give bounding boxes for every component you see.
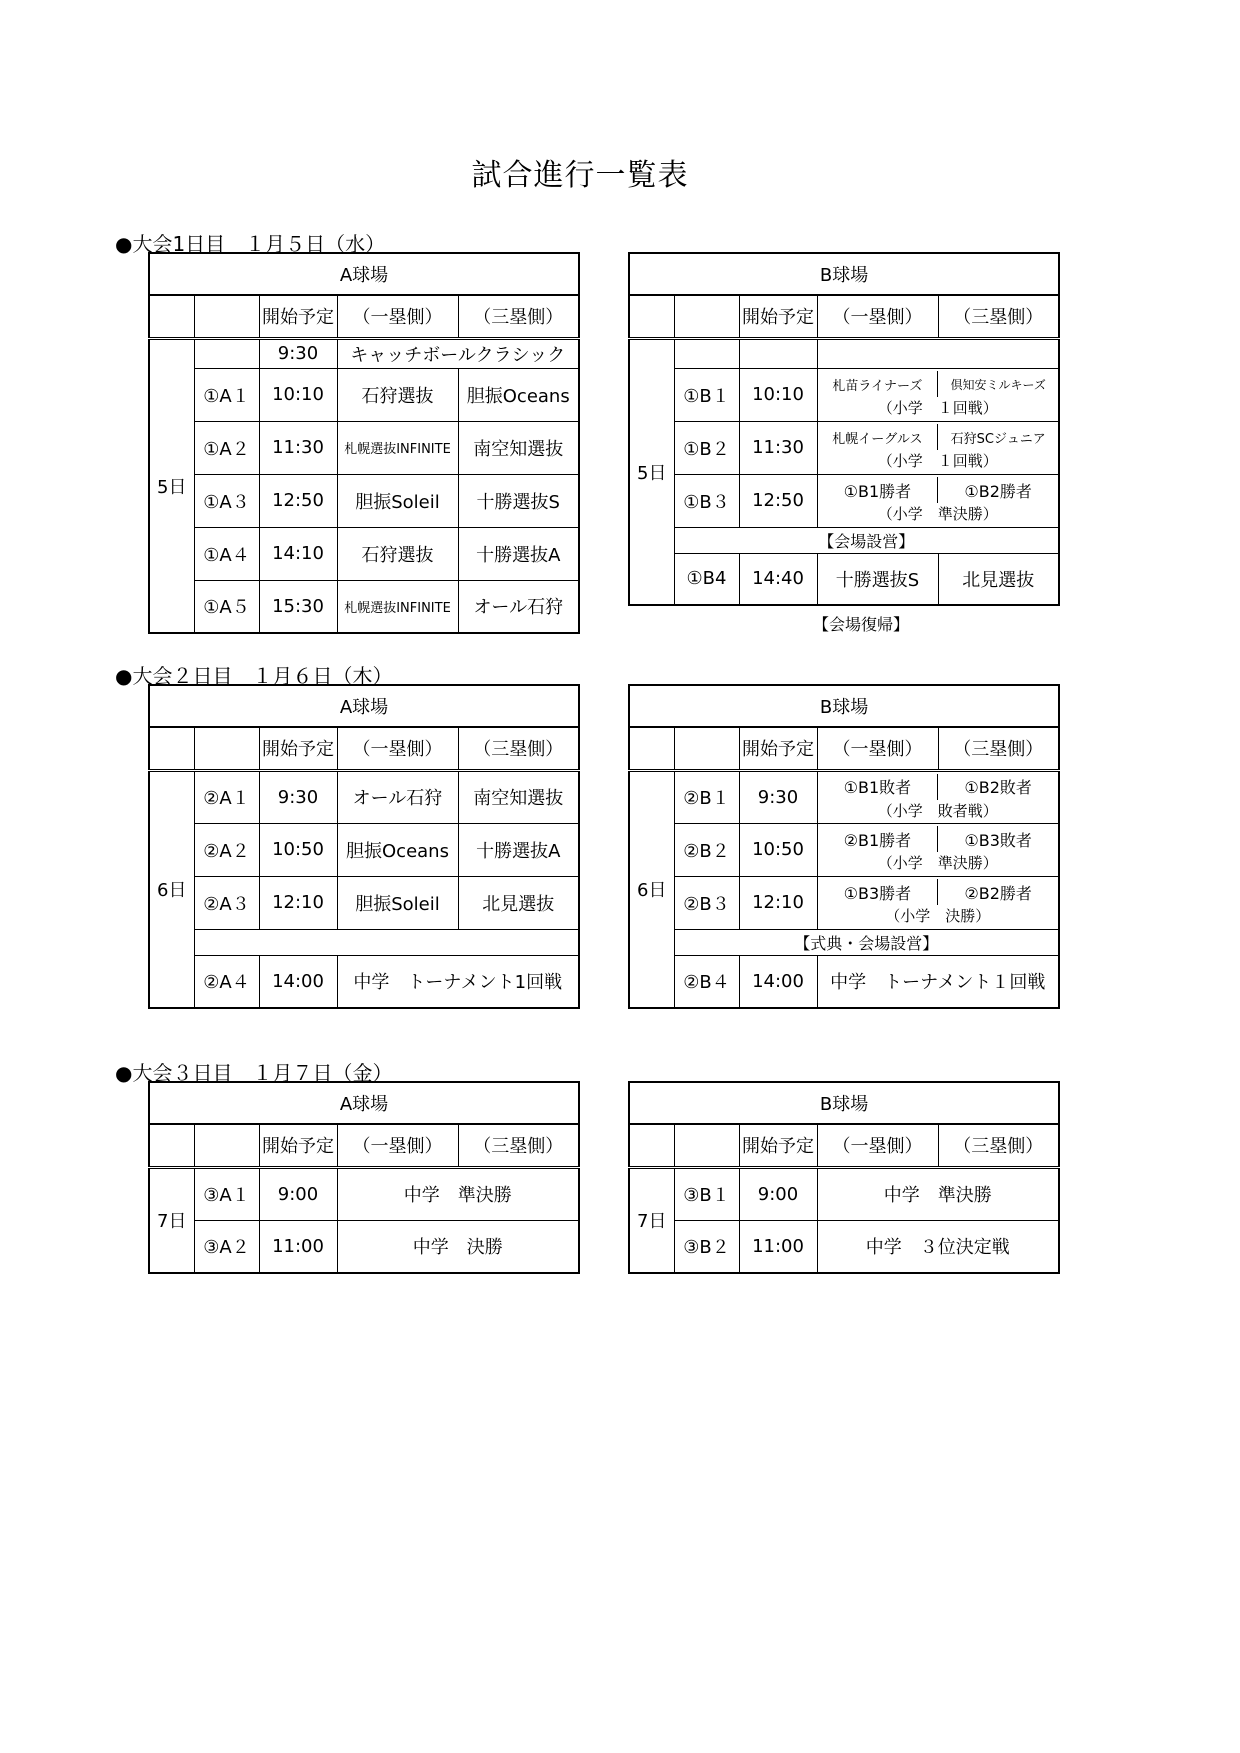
event-cell: 中学 トーナメント1回戦 (337, 955, 579, 1008)
third-base-header: （三塁側） (458, 1124, 579, 1167)
day2-heading: ●大会２日目 １月６日（木） (115, 664, 393, 688)
event-cell: 中学 準決勝 (337, 1167, 579, 1220)
table-row: ①A２ 11:30 札幌選抜INFINITE 南空知選抜 (149, 421, 579, 474)
table-row: ②B３ 12:10 ①B3勝者 ②B2勝者 （小学 決勝） (629, 876, 1059, 929)
first-base-header: （一塁側） (337, 727, 458, 770)
event-cell: 中学 トーナメント１回戦 (817, 955, 1059, 1008)
table-row: ①B２ 11:30 札幌イーグルス 石狩SCジュニア （小学 １回戦） (629, 421, 1059, 474)
table-row: ②A２ 10:50 胆振Oceans 十勝選抜A (149, 823, 579, 876)
day2-b-table (628, 684, 1060, 1009)
start-header: 開始予定 (739, 727, 817, 770)
table-row: 5日 9:30 キャッチボールクラシック (149, 338, 579, 368)
venue-label: A球場 (149, 685, 579, 727)
event-cell: 中学 ３位決定戦 (817, 1220, 1059, 1273)
day3-b-table (628, 1081, 1060, 1274)
day1-a-table (148, 252, 580, 634)
table-row: ①B１ 10:10 札苗ライナーズ 倶知安ミルキーズ （小学 １回戦） (629, 368, 1059, 421)
third-base-header: （三塁側） (938, 1124, 1059, 1167)
table-row: ③A２ 11:00 中学 決勝 (149, 1220, 579, 1273)
third-base-header: （三塁側） (938, 727, 1059, 770)
day1-heading: ●大会1日目 １月５日（水） (115, 232, 386, 256)
first-base-header: （一塁側） (817, 295, 938, 338)
table-row: ②B４ 14:00 中学 トーナメント１回戦 (629, 955, 1059, 1008)
table-row: ①A５ 15:30 札幌選抜INFINITE オール石狩 (149, 580, 579, 633)
restore-note: 【会場復帰】 (813, 615, 910, 634)
start-header: 開始予定 (739, 295, 817, 338)
table-row: ①A１ 10:10 石狩選抜 胆振Oceans (149, 368, 579, 421)
third-base-header: （三塁側） (938, 295, 1059, 338)
third-base-header: （三塁側） (458, 295, 579, 338)
first-base-header: （一塁側） (817, 1124, 938, 1167)
venue-label: B球場 (629, 685, 1059, 727)
setup-note: 【会場設営】 (674, 527, 1059, 553)
event-cell: キャッチボールクラシック (337, 338, 579, 368)
table-row: 7日 ③A１ 9:00 中学 準決勝 (149, 1167, 579, 1220)
day3-heading: ●大会３日目 １月７日（金） (115, 1061, 393, 1085)
day-label: 7日 (629, 1167, 674, 1273)
day-label: 7日 (149, 1167, 194, 1273)
day-label: 6日 (149, 770, 194, 1008)
table-row: ③B２ 11:00 中学 ３位決定戦 (629, 1220, 1059, 1273)
ceremony-note: 【式典・会場設営】 (674, 929, 1059, 955)
first-base-header: （一塁側） (817, 727, 938, 770)
venue-label: B球場 (629, 1082, 1059, 1124)
table-row: 6日 ②A１ 9:30 オール石狩 南空知選抜 (149, 770, 579, 823)
day-label: 5日 (629, 338, 674, 605)
table-row: ①A４ 14:10 石狩選抜 十勝選抜A (149, 527, 579, 580)
venue-label: A球場 (149, 253, 579, 295)
table-row: 6日 ②B１ 9:30 ①B1敗者 ①B2敗者 （小学 敗者戦） (629, 770, 1059, 823)
event-cell: 中学 決勝 (337, 1220, 579, 1273)
day-label: 6日 (629, 770, 674, 1008)
table-row: ②A４ 14:00 中学 トーナメント1回戦 (149, 955, 579, 1008)
venue-label: B球場 (629, 253, 1059, 295)
table-row: ①B３ 12:50 ①B1勝者 ①B2勝者 （小学 準決勝） (629, 474, 1059, 527)
event-cell: 中学 準決勝 (817, 1167, 1059, 1220)
table-row: ①B4 14:40 十勝選抜S 北見選抜 (629, 553, 1059, 605)
table-row: ②B２ 10:50 ②B1勝者 ①B3敗者 （小学 準決勝） (629, 823, 1059, 876)
first-base-header: （一塁側） (337, 295, 458, 338)
first-base-header: （一塁側） (337, 1124, 458, 1167)
start-header: 開始予定 (259, 727, 337, 770)
table-row: ①A３ 12:50 胆振Soleil 十勝選抜S (149, 474, 579, 527)
table-row: ②A３ 12:10 胆振Soleil 北見選抜 (149, 876, 579, 929)
start-header: 開始予定 (259, 295, 337, 338)
venue-label: A球場 (149, 1082, 579, 1124)
start-header: 開始予定 (739, 1124, 817, 1167)
page-title: 試合進行一覧表 (471, 158, 689, 193)
day1-b-table (628, 252, 1060, 606)
day3-a-table (148, 1081, 580, 1274)
third-base-header: （三塁側） (458, 727, 579, 770)
day-label: 5日 (149, 338, 194, 633)
start-header: 開始予定 (259, 1124, 337, 1167)
table-row: 7日 ③B１ 9:00 中学 準決勝 (629, 1167, 1059, 1220)
day2-a-table (148, 684, 580, 1009)
